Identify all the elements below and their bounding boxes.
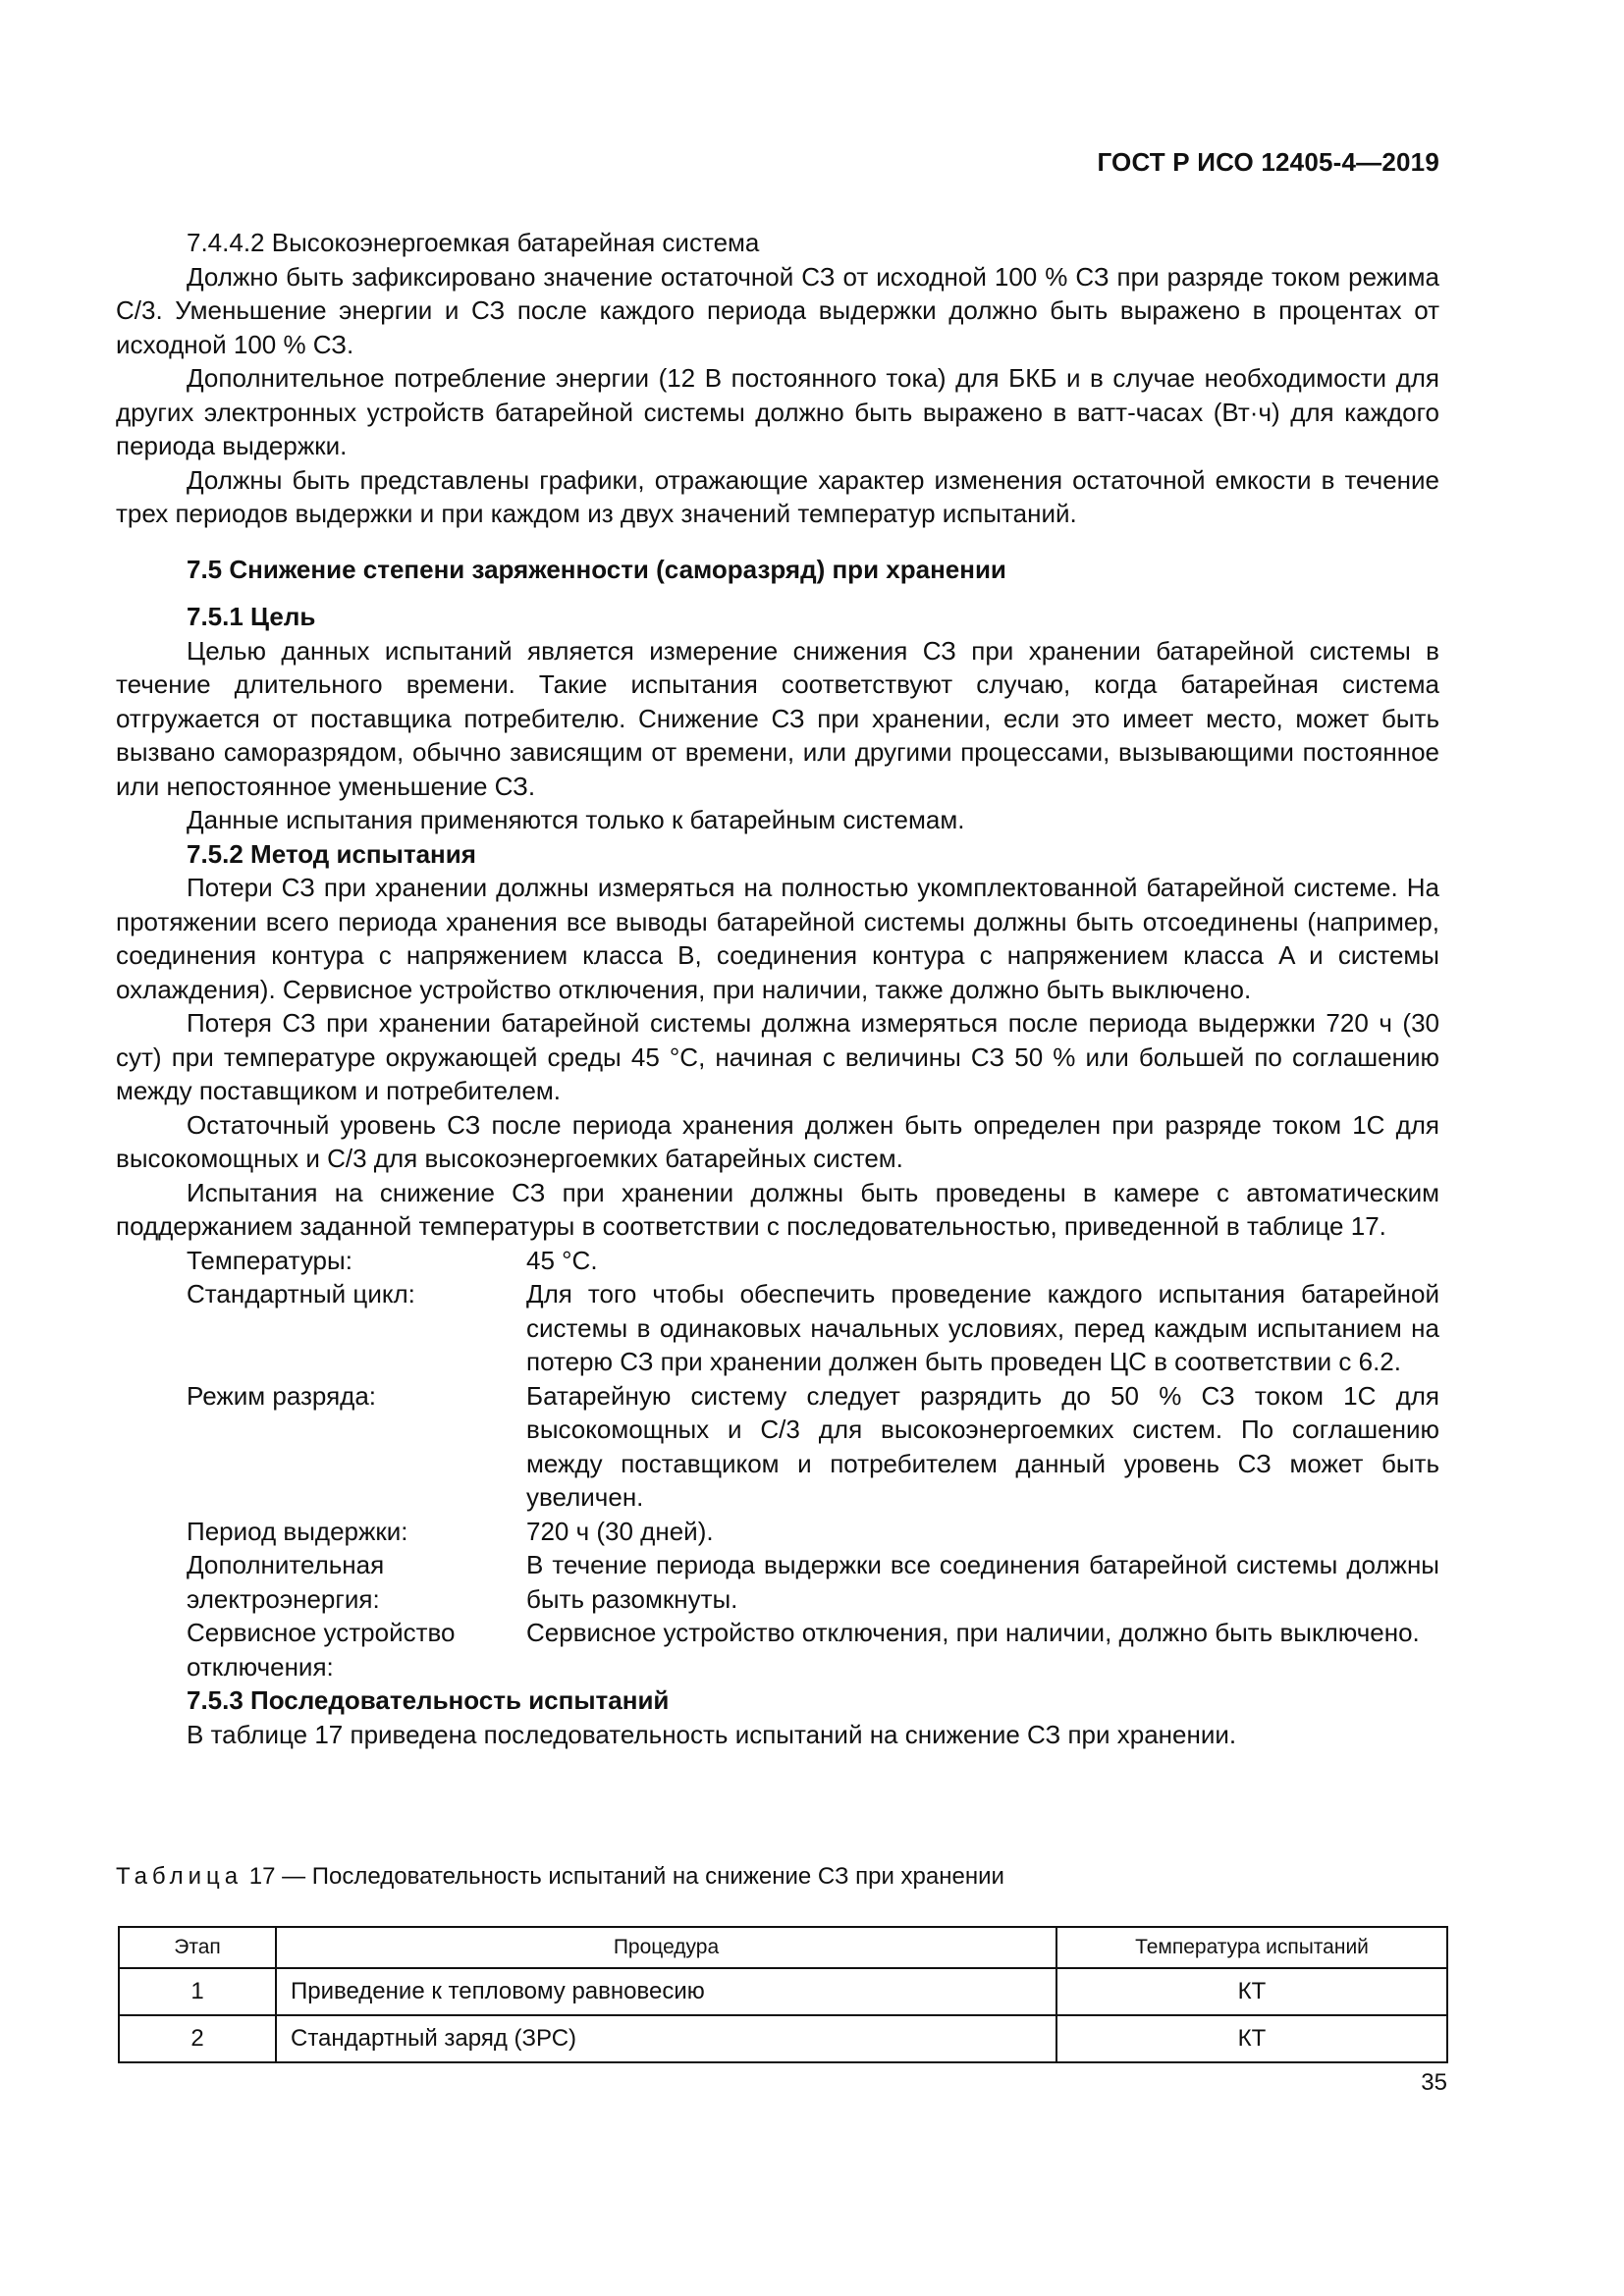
column-header-procedure: Процедура (276, 1927, 1056, 1968)
paragraph: В таблице 17 приведена последовательность испытаний на снижение СЗ при хранении. (187, 1719, 1237, 1749)
table-cell: Стандартный заряд (ЗРС) (276, 2015, 1056, 2062)
definition-row (187, 1244, 1439, 1278)
definition-row (187, 1616, 1439, 1683)
paragraph: Потеря СЗ при хранении батарейной системы должна измеряться после периода выдержки 720 ч (30 сут) при температуре окружающей среды 45 °С, начиная с величины СЗ 50 % или большей по соглашению между поставщиком и потребителем. (116, 1008, 1439, 1105)
paragraph: Остаточный уровень СЗ после периода хранения должен быть определен при разряде током 1C для высокомощных и C/3 для высокоэнергоемких батарейных систем. (116, 1109, 1439, 1173)
paragraph: Должны быть представлены графики, отражающие характер изменения остаточной емкости в течение трех периодов выдержки и при каждом из двух значений температур испытаний. (116, 464, 1439, 528)
table-cell: 1 (119, 1968, 276, 2015)
definition-term: Период выдержки: (187, 1516, 408, 1546)
definition-term: Сервисное устройство отключения: (187, 1618, 456, 1682)
table-caption-label: Таблица (116, 1863, 244, 1890)
table-row (119, 1968, 1447, 2015)
section-751-heading: 7.5.1 Цель (187, 602, 316, 631)
definition-text: Для того чтобы обеспечить проведение каждого испытания батарейной системы в одинаковых начальных условиях, перед каждым испытанием на потерю СЗ при хранении должен быть проведен ЦС в соответствии с 6.2. (526, 1279, 1439, 1376)
section-752-heading: 7.5.2 Метод испытания (187, 838, 476, 869)
definition-term: Режим разряда: (187, 1380, 377, 1411)
definition-text: 45 °С. (526, 1245, 598, 1275)
table-cell: КТ (1056, 2015, 1447, 2062)
definition-row (187, 1515, 1439, 1549)
definition-term: Стандартный цикл: (187, 1279, 415, 1308)
definition-text: Сервисное устройство отключения, при наличии, должно быть выключено. (526, 1618, 1420, 1647)
paragraph: Дополнительное потребление энергии (12 В постоянного тока) для БКБ и в случае необходимости для других электронных устройств батарейной системы должно быть выражено в ватт-часах (Вт·ч) для каждого периода выдержки. (116, 363, 1439, 460)
definition-text: 720 ч (30 дней). (526, 1516, 714, 1546)
paragraph: Испытания на снижение СЗ при хранении должны быть проведены в камере с автоматическим поддержанием заданной температуры в соответствии с последовательностью, приведенной в таблице 17. (116, 1177, 1439, 1241)
table-row (119, 2015, 1447, 2062)
paragraph: Должно быть зафиксировано значение остаточной СЗ от исходной 100 % СЗ при разряде током режима C/3. Уменьшение энергии и СЗ после каждого периода выдержки должно быть выражено в процентах от исходной 100 % СЗ. (116, 261, 1439, 359)
paragraph: Целью данных испытаний является измерение снижения СЗ при хранении батарейной системы в течение длительного времени. Такие испытания соответствуют случаю, когда батарейная система отгружается от поставщика потребителю. Снижение СЗ при хранении, если это имеет место, может быть вызвано саморазрядом, обычно зависящим от времени, или другими процессами, вызывающими постоянное или непостоянное уменьшение СЗ. (116, 635, 1439, 801)
definition-row (187, 1379, 1439, 1515)
table-cell: Приведение к тепловому равновесию (276, 1968, 1056, 2015)
paragraph: Данные испытания применяются только к батарейным системам. (187, 805, 965, 834)
definition-term: Температуры: (187, 1245, 352, 1275)
definition-text: Батарейную систему следует разрядить до 50 % СЗ током 1C для высокомощных и C/3 для высокоэнергоемких систем. По соглашению между поставщиком и потребителем данный уровень СЗ может быть увеличен. (526, 1380, 1439, 1512)
column-header-stage: Этап (119, 1927, 276, 1968)
section-753-heading: 7.5.3 Последовательность испытаний (187, 1685, 670, 1715)
test-conditions-list (187, 1244, 1439, 1684)
document-body (116, 226, 1439, 1751)
definition-row (187, 1548, 1439, 1616)
section-75-heading: 7.5 Снижение степени заряженности (саморазряд) при хранении (187, 554, 1006, 584)
column-header-temperature: Температура испытаний (1056, 1927, 1447, 1968)
paragraph: Потери СЗ при хранении должны измеряться на полностью укомплектованной батарейной системе. На протяжении всего периода хранения все выводы батарейной системы должны быть отсоединены (например, соединения контура с напряжением класса B, соединения контура с напряжением класса A и системы охлаждения). Сервисное устройство отключения, при наличии, также должно быть выключено. (116, 873, 1439, 1004)
definition-text: В течение периода выдержки все соединения батарейной системы должны быть разомкнуты. (526, 1550, 1439, 1614)
table-cell: 2 (119, 2015, 276, 2062)
table-header-row (119, 1927, 1447, 1968)
test-sequence-table (118, 1926, 1448, 2063)
page-number: 35 (1421, 2069, 1447, 2096)
section-7442-title: 7.4.4.2 Высокоэнергоемкая батарейная система (187, 228, 760, 257)
definition-term: Дополнительная электроэнергия: (187, 1550, 385, 1614)
definition-row (187, 1277, 1439, 1379)
table-caption (116, 1863, 1004, 1891)
table-cell: КТ (1056, 1968, 1447, 2015)
document-header: ГОСТ Р ИСО 12405-4—2019 (1097, 147, 1439, 177)
table-caption-text: 17 — Последовательность испытаний на снижение СЗ при хранении (243, 1863, 1004, 1890)
